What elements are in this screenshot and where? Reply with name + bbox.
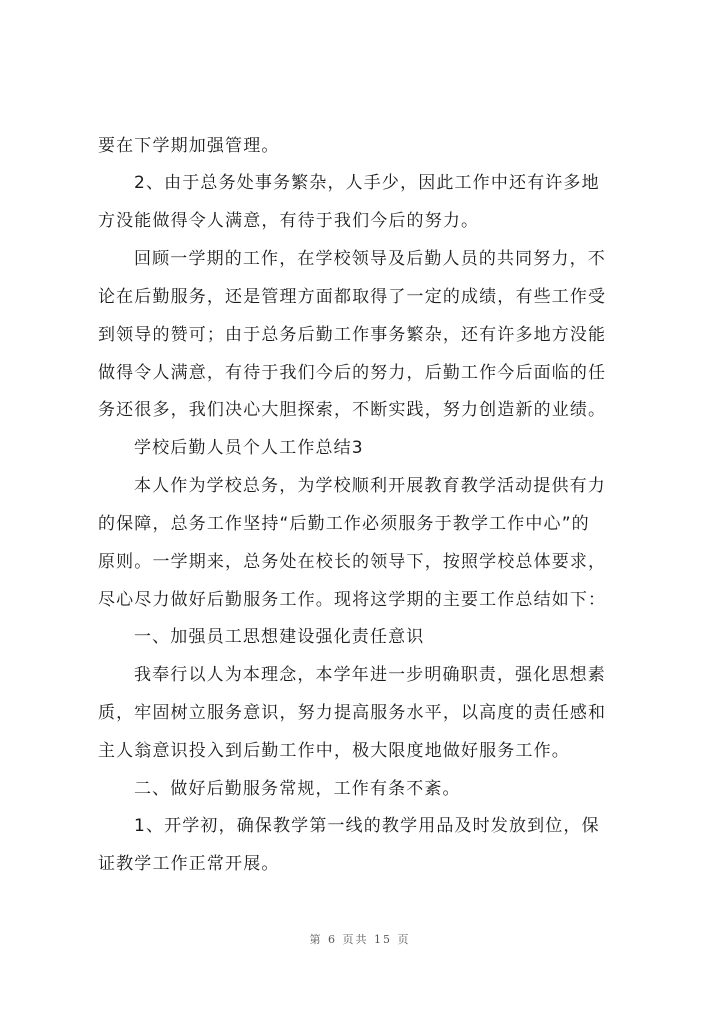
text-line: 证教学工作正常开展。: [98, 854, 280, 874]
text-line: 到领导的赞可；由于总务后勤工作事务繁杂，还有许多地方没能: [98, 325, 607, 345]
text-line: 方没能做得令人满意，有待于我们今后的努力。: [98, 211, 480, 231]
text-line: 要在下学期加强管理。: [98, 136, 280, 156]
text-line: 论在后勤服务，还是管理方面都取得了一定的成绩，有些工作受: [98, 287, 607, 307]
text-line: 原则。一学期来，总务处在校长的领导下，按照学校总体要求，: [98, 552, 607, 572]
text-line: 回顾一学期的工作，在学校领导及后勤人员的共同努力，不: [134, 249, 606, 269]
text-line: 务还很多，我们决心大胆探索，不断实践，努力创造新的业绩。: [98, 400, 607, 420]
text-line: 做得令人满意，有待于我们今后的努力，后勤工作今后面临的任: [98, 363, 607, 383]
subsection-heading: 二、做好后勤服务常规，工作有条不紊。: [134, 779, 461, 799]
text-line: 我奉行以人为本理念，本学年进一步明确职责，强化思想素: [134, 665, 606, 685]
section-heading: 学校后勤人员个人工作总结3: [134, 438, 364, 458]
text-line: 尽心尽力做好后勤服务工作。现将这学期的主要工作总结如下：: [98, 590, 607, 610]
text-line: 1、开学初，确保教学第一线的教学用品及时发放到位，保: [134, 816, 600, 836]
text-line: 本人作为学校总务，为学校顺利开展教育教学活动提供有力: [134, 476, 606, 496]
text-line: 质，牢固树立服务意识，努力提高服务水平，以高度的责任感和: [98, 703, 607, 723]
page-number-footer: 第 6 页共 15 页: [309, 933, 411, 946]
text-line: 2、由于总务处事务繁杂，人手少，因此工作中还有许多地: [134, 173, 600, 193]
text-line: 主人翁意识投入到后勤工作中，极大限度地做好服务工作。: [98, 741, 570, 761]
subsection-heading: 一、加强员工思想建设强化责任意识: [134, 627, 425, 647]
text-line: 的保障，总务工作坚持“后勤工作必须服务于教学工作中心”的: [98, 514, 590, 534]
